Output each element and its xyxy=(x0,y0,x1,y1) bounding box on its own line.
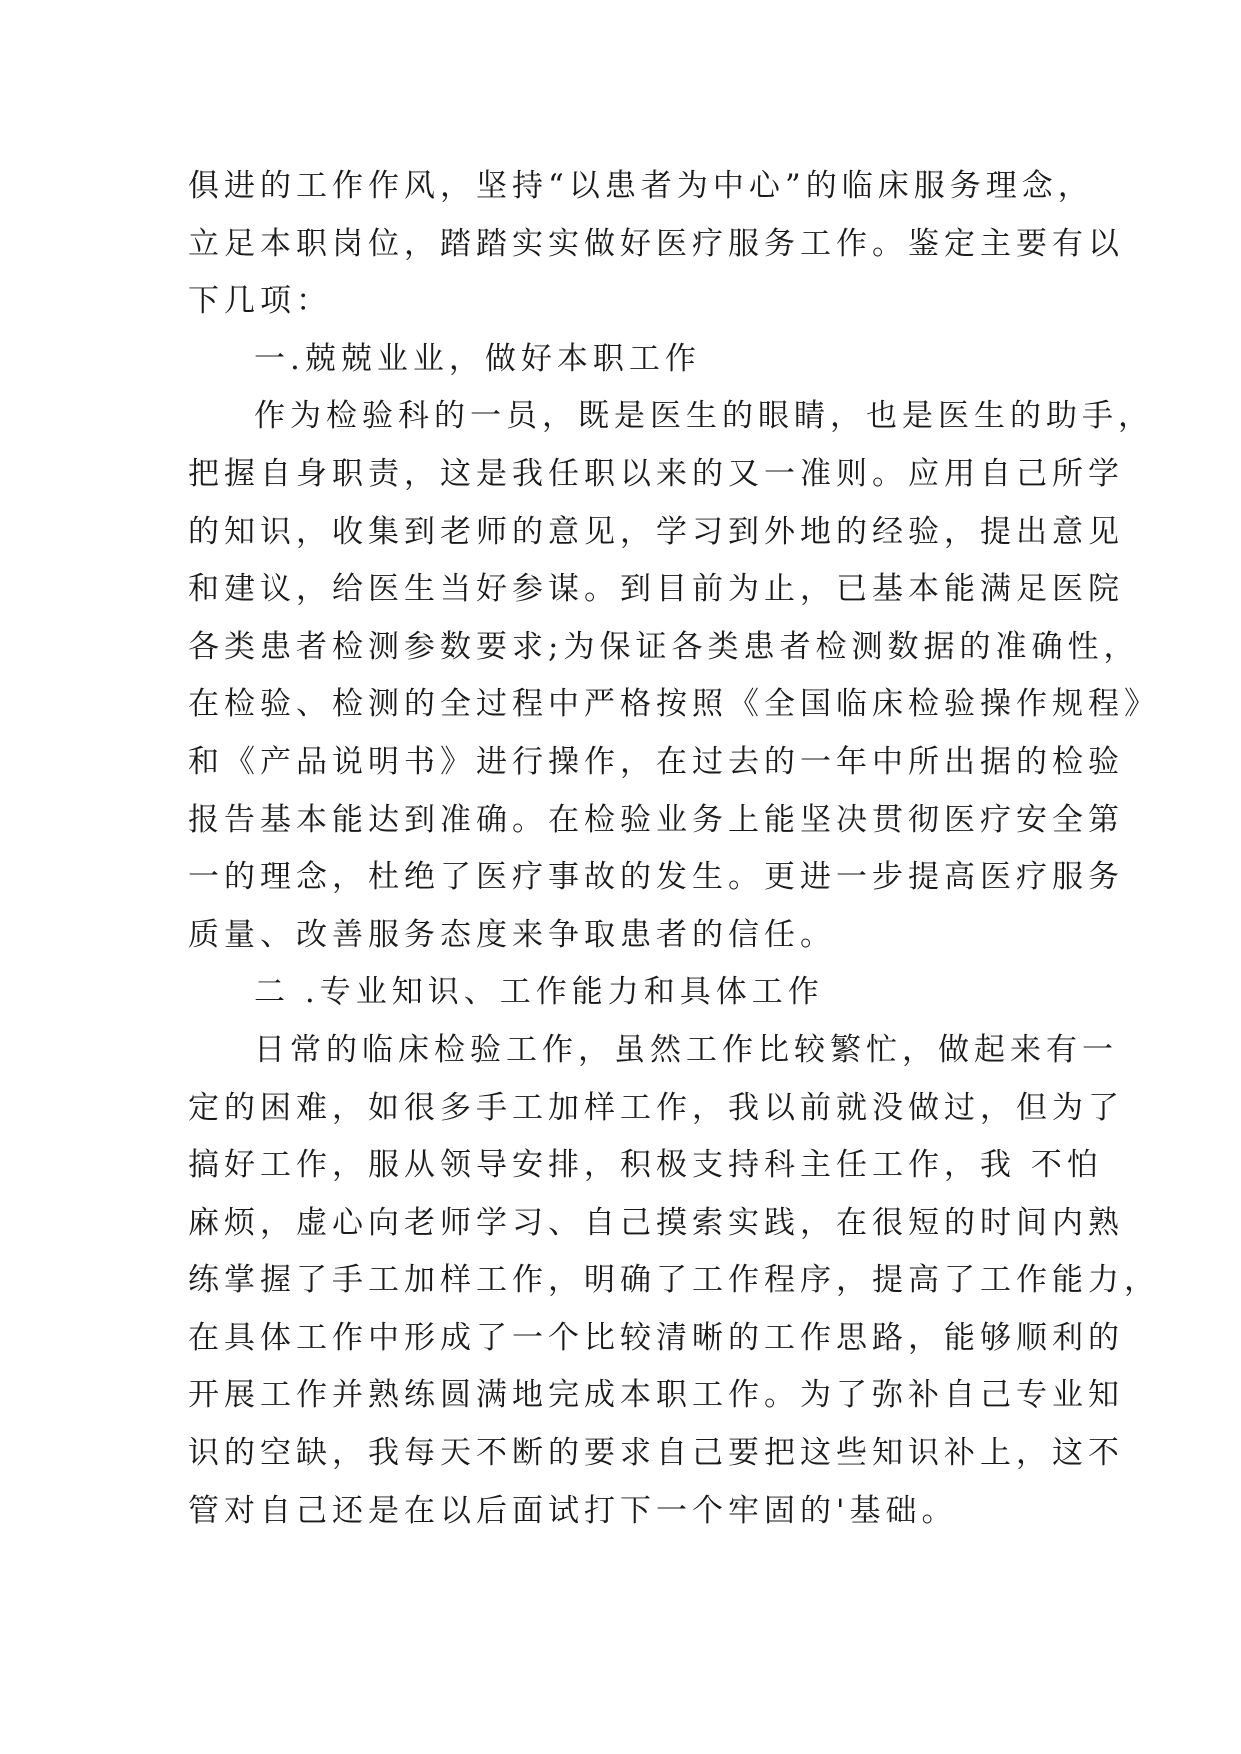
text-line: 俱进的工作作风，坚持“以患者为中心”的临床服务理念， xyxy=(188,168,1094,204)
text-line: 搞好工作，服从领导安排，积极支持科主任工作，我 不怕 xyxy=(188,1147,1103,1184)
text-line: 识的空缺，我每天不断的要求自己要把这些知识补上，这不 xyxy=(188,1435,1124,1472)
text-line: 日常的临床检验工作，虽然工作比较繁忙，做起来有一 xyxy=(254,1031,1118,1068)
text-line: 在具体工作中形成了一个比较清晰的工作思路，能够顺利的 xyxy=(188,1319,1124,1356)
text-line: 定的困难，如很多手工加样工作，我以前就没做过，但为了 xyxy=(188,1089,1124,1126)
text-line: 开展工作并熟练圆满地完成本职工作。为了弥补自己专业知 xyxy=(188,1377,1124,1414)
text-line: 下几项： xyxy=(188,283,332,320)
text-line: 各类患者检测参数要求;为保证各类患者检测数据的准确性， xyxy=(188,628,1140,665)
text-line: 管对自己还是在以后面试打下一个牢固的'基础。 xyxy=(188,1492,958,1529)
text-line: 和建议，给医生当好参谋。到目前为止，已基本能满足医院 xyxy=(188,571,1124,608)
text-line: 麻烦，虚心向老师学习、自己摸索实践，在很短的时间内熟 xyxy=(188,1204,1124,1241)
text-line: 的知识，收集到老师的意见，学习到外地的经验，提出意见 xyxy=(188,513,1124,550)
text-line: 一.兢兢业业，做好本职工作 xyxy=(254,340,701,377)
text-line: 一的理念，杜绝了医疗事故的发生。更进一步提高医疗服务 xyxy=(188,859,1124,896)
text-line: 和《产品说明书》进行操作，在过去的一年中所出据的检验 xyxy=(188,743,1124,780)
text-line: 把握自身职责，这是我任职以来的又一准则。应用自己所学 xyxy=(188,455,1124,492)
text-line: 二 .专业知识、工作能力和具体工作 xyxy=(254,974,824,1011)
text-line: 立足本职岗位，踏踏实实做好医疗服务工作。鉴定主要有以 xyxy=(188,225,1124,262)
text-line: 练掌握了手工加样工作，明确了工作程序，提高了工作能力， xyxy=(188,1262,1160,1299)
text-line: 在检验、检测的全过程中严格按照《全国临床检验操作规程》 xyxy=(188,686,1160,723)
document-body xyxy=(188,158,1160,1540)
text-line: 报告基本能达到准确。在检验业务上能坚决贯彻医疗安全第 xyxy=(188,801,1124,838)
text-line: 质量、改善服务态度来争取患者的信任。 xyxy=(188,916,836,953)
text-line: 作为检验科的一员，既是医生的眼睛，也是医生的助手， xyxy=(254,398,1154,435)
